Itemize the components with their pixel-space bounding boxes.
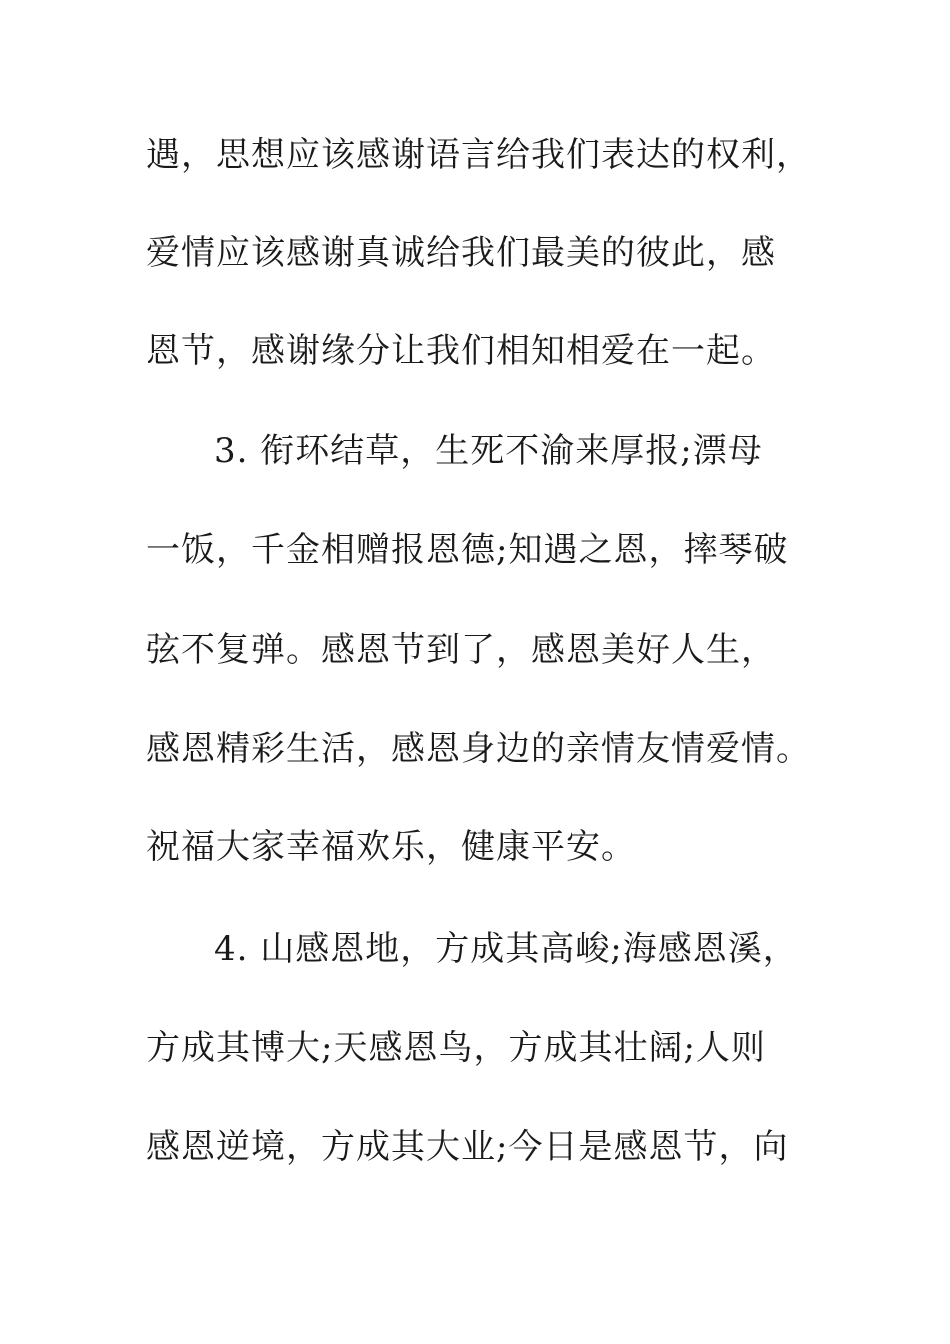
paragraph-line: 感恩逆境，方成其大业;今日是感恩节，向 bbox=[146, 1127, 789, 1167]
paragraph-line: 爱情应该感谢真诚给我们最美的彼此，感 bbox=[146, 233, 776, 273]
paragraph-line-numbered: 4. 山感恩地，方成其高峻;海感恩溪， bbox=[214, 929, 798, 969]
paragraph-line: 祝福大家幸福欢乐，健康平安。 bbox=[146, 827, 636, 867]
paragraph-line: 一饭，千金相赠报恩德;知遇之恩，摔琴破 bbox=[146, 530, 789, 570]
paragraph-line: 恩节，感谢缘分让我们相知相爱在一起。 bbox=[146, 331, 776, 371]
paragraph-line: 感恩精彩生活，感恩身边的亲情友情爱情。 bbox=[146, 729, 811, 769]
paragraph-line: 遇，思想应该感谢语言给我们表达的权利， bbox=[146, 135, 811, 175]
paragraph-line: 弦不复弹。感恩节到了，感恩美好人生， bbox=[146, 630, 776, 670]
paragraph-line-numbered: 3. 衔环结草，生死不渝来厚报;漂母 bbox=[214, 431, 763, 471]
paragraph-line: 方成其博大;天感恩鸟，方成其壮阔;人则 bbox=[146, 1028, 766, 1068]
